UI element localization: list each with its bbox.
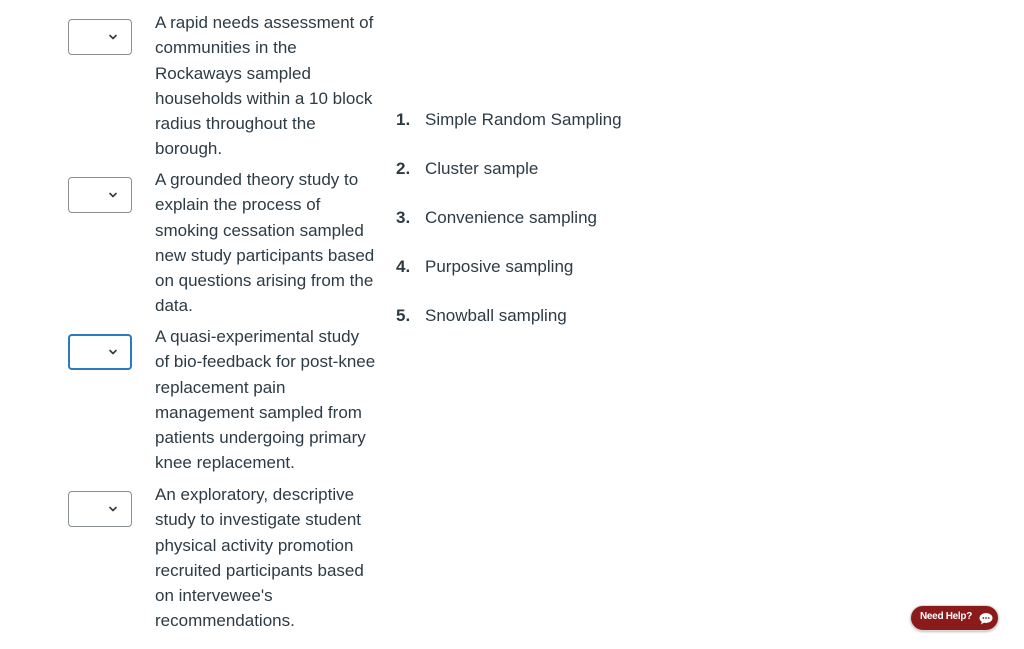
answer-option [396,303,622,352]
chevron-down-icon [107,503,119,515]
chevron-down-icon [107,346,119,358]
answer-number: 1. [396,110,411,129]
answer-option [396,205,622,254]
chevron-down-icon [107,189,119,201]
answer-label: Simple Random Sampling [425,110,622,129]
match-prompt-3: A quasi-experimental study of bio-feedback for post-knee replacement pain management sampled from patients undergoing primary knee replacement. [155,327,376,473]
answer-number: 5. [396,306,411,325]
match-select-2[interactable] [68,177,132,213]
match-prompt-4: An exploratory, descriptive study to investigate student physical activity promotion recruited participants based on intervewee's recommendations. [155,485,364,631]
need-help-button[interactable] [910,605,999,631]
answer-option [396,254,622,303]
answer-option [396,107,622,156]
answer-number: 4. [396,257,411,276]
chevron-down-icon [107,31,119,43]
answer-number: 2. [396,159,411,178]
match-select-1[interactable] [68,19,132,55]
answer-label: Purposive sampling [425,257,574,276]
answer-number: 3. [396,208,411,227]
match-prompt-2: A grounded theory study to explain the process of smoking cessation sampled new study participants based on questions arising from the data. [155,170,375,316]
match-prompt-1: A rapid needs assessment of communities in the Rockaways sampled households within a 10 block radius throughout the borough. [155,13,374,159]
need-help-label: Need Help? [920,611,973,622]
answer-options-list [396,107,622,352]
answer-option [396,156,622,205]
answer-label: Cluster sample [425,159,539,178]
answer-label: Snowball sampling [425,306,567,325]
answer-label: Convenience sampling [425,208,597,227]
match-select-4[interactable] [68,491,132,527]
chat-bubble-icon [979,612,993,625]
match-select-3[interactable] [68,334,132,370]
